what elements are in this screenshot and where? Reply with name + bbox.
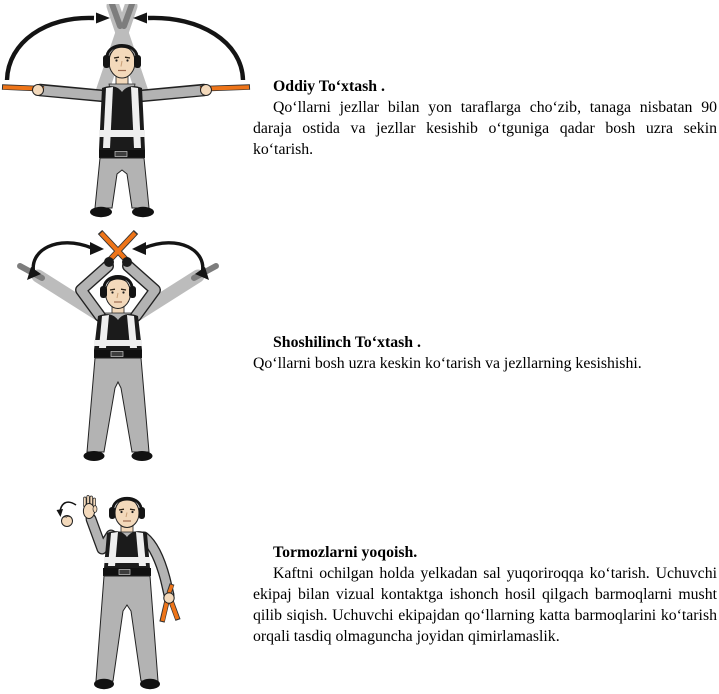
section-emergency-stop xyxy=(253,333,717,375)
close-fist-motion xyxy=(57,502,77,526)
trousers xyxy=(96,576,158,681)
section-heading: Tormozlarni yoqoish. xyxy=(273,544,418,561)
right-arc xyxy=(144,243,203,274)
left-arc xyxy=(33,243,92,274)
belt-buckle xyxy=(119,570,130,575)
ghost-fist xyxy=(62,516,73,527)
left-hand xyxy=(104,257,114,267)
marshaller-emergency-stop-figure xyxy=(8,230,238,470)
right-eye xyxy=(122,291,124,293)
right-shoe xyxy=(132,451,153,461)
left-inner-arrowhead-icon xyxy=(90,242,104,255)
headset-right-cup xyxy=(134,55,141,68)
trousers xyxy=(87,358,149,452)
left-hand xyxy=(33,85,44,96)
headset-right-cup xyxy=(139,507,146,519)
section-heading: Shoshilinch To‘xtash . xyxy=(273,334,421,351)
vest-band xyxy=(94,340,142,346)
marshaller-person xyxy=(83,496,178,690)
motion-arrowhead-icon xyxy=(57,509,64,517)
left-shoe xyxy=(84,451,105,461)
vest-band xyxy=(104,557,150,563)
left-arrowhead-icon xyxy=(96,13,110,24)
left-arc xyxy=(7,18,94,80)
section-set-brakes xyxy=(253,543,717,648)
right-eye xyxy=(131,511,133,513)
right-arm xyxy=(140,90,203,96)
right-hand xyxy=(201,85,212,96)
headset-left-cup xyxy=(100,286,107,298)
marshaller-person xyxy=(81,257,155,461)
section-body: Qo‘llarni bosh uzra keskin ko‘tarish va jezllarning kesishishi. xyxy=(253,354,642,372)
left-eye xyxy=(115,59,117,61)
right-eye xyxy=(126,59,128,61)
section-body: Kaftni ochilgan holda yelkadan sal yuqoriroqqa ko‘tarish. Uchuvchi ekipaj bilan vizual kontaktga ishonch hosil qilgach barmoqlarni musht qilib siqish. Uchuvchi ekipajdan qo‘llarning katta barmoqlarini ko‘tarish orqali tasdiq olmaguncha joyidan qimirlamaslik. xyxy=(253,564,717,645)
right-inner-arrowhead-icon xyxy=(132,242,146,255)
right-arc xyxy=(148,18,243,80)
belt-buckle xyxy=(111,352,123,357)
belt-buckle xyxy=(115,152,127,157)
marshaller-set-brakes-figure xyxy=(55,483,190,694)
section-body: Qo‘llarni jezllar bilan yon taraflarga cho‘zib, tanaga nisbatan 90 daraja ostida va jezllar kesishib o‘tguniga qadar bosh uzra sekin ko‘tarish. xyxy=(253,98,717,158)
right-shoe xyxy=(132,207,154,217)
left-eye xyxy=(120,511,122,513)
left-arm xyxy=(41,90,104,96)
trousers xyxy=(95,158,149,208)
vest-band xyxy=(99,130,145,137)
headset-left-cup xyxy=(109,507,116,519)
headset-left-cup xyxy=(103,55,110,68)
left-eye xyxy=(111,291,113,293)
open-palm-hand xyxy=(83,496,97,519)
section-normal-stop xyxy=(253,77,717,161)
right-hand xyxy=(122,257,132,267)
headset-right-cup xyxy=(129,286,136,298)
left-shoe xyxy=(90,207,112,217)
marshaller-person xyxy=(2,46,250,218)
baton-hand xyxy=(164,593,174,603)
section-heading: Oddiy To‘xtash . xyxy=(273,78,385,95)
left-shoe xyxy=(94,679,114,689)
right-shoe xyxy=(140,679,160,689)
marshaller-normal-stop-figure xyxy=(0,4,252,226)
